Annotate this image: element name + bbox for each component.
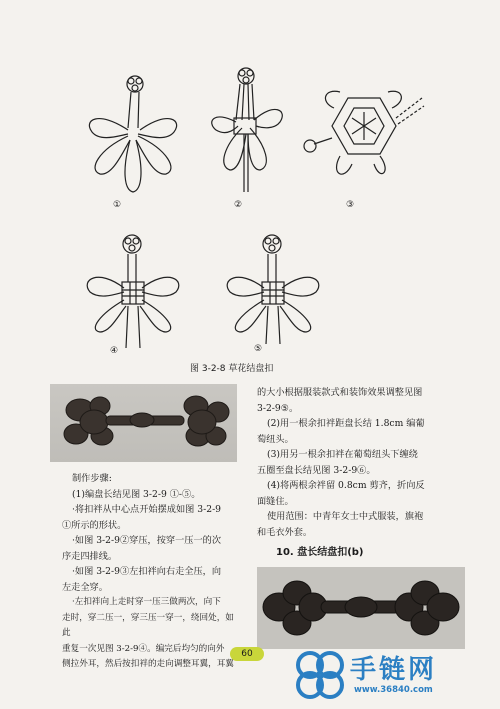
figure-2-label: ②: [233, 200, 243, 210]
knot-button-photo: [50, 384, 237, 462]
figure-2-illustration: [196, 62, 296, 210]
figure-1-label: ①: [112, 200, 122, 210]
text-line: ·如图 3-2-9②穿压，按穿一压一的次: [72, 535, 222, 546]
steps-title: 制作步骤:: [72, 473, 112, 484]
text-line: 重复一次见图 3-2-9④。编完后均匀的向外: [62, 643, 225, 654]
text-line: 3-2-9⑤。: [257, 402, 299, 414]
figure-5-label: ⑤: [253, 344, 263, 354]
text-line: 和毛衣外套。: [257, 526, 313, 538]
text-line: 走时，穿二压一，穿三压一穿一，绕回处，如此: [62, 612, 234, 638]
text-line: 左走全穿。: [62, 581, 108, 593]
panchang-knot-photo: [257, 567, 465, 649]
section-title: 10. 盘长结盘扣(b): [276, 547, 364, 558]
text-line: 萄纽头。: [257, 433, 294, 445]
figure-caption: 图 3-2-8 草花结盘扣: [190, 364, 274, 374]
text-line: ·将扣袢从中心点开始摆成如图 3-2-9: [72, 504, 222, 515]
watermark-logo: [292, 647, 482, 705]
text-line: (2)用一根余扣袢距盘长结 1.8cm 编葡: [267, 418, 425, 429]
text-line: 侧拉外耳，然后按扣袢的走向调整耳翼，耳翼: [62, 659, 234, 669]
figure-4-label: ④: [109, 346, 119, 356]
text-line: 的大小根据服装款式和装饰效果调整见图: [257, 387, 423, 398]
left-column-text: [62, 471, 242, 673]
text-line: 使用范围：中青年女士中式服装，旗袍: [267, 511, 424, 522]
figure-1-illustration: [78, 70, 188, 210]
watermark-url: www.36840.com: [354, 685, 433, 695]
figure-3-label: ③: [345, 200, 355, 210]
right-column-text: [257, 385, 467, 540]
text-line: (3)用另一根余扣袢在葡萄纽头下缠绕: [267, 449, 418, 460]
figure-4-illustration: [74, 230, 194, 354]
text-line: 五圈至盘长结见图 3-2-9⑥。: [257, 464, 376, 476]
figure-5-illustration: [216, 228, 334, 352]
text-line: 面缝住。: [257, 495, 294, 507]
text-line: ·如图 3-2-9③左扣袢向右走全压，向: [72, 566, 222, 577]
knot-logo-icon: [292, 647, 348, 703]
page-number: 60: [230, 647, 264, 661]
text-line: 序走四排线。: [62, 550, 118, 562]
figure-3-illustration: [300, 78, 430, 210]
text-line: ·左扣袢向上走时穿一压三做两次，向下: [72, 597, 221, 607]
watermark-text: 手链网: [350, 655, 438, 685]
text-line: (4)将两根余袢留 0.8cm 剪齐，折向反: [267, 480, 425, 491]
text-line: ①所示的形状。: [62, 519, 127, 531]
text-line: (1)编盘长结见图 3-2-9 ①-⑤。: [72, 488, 201, 500]
